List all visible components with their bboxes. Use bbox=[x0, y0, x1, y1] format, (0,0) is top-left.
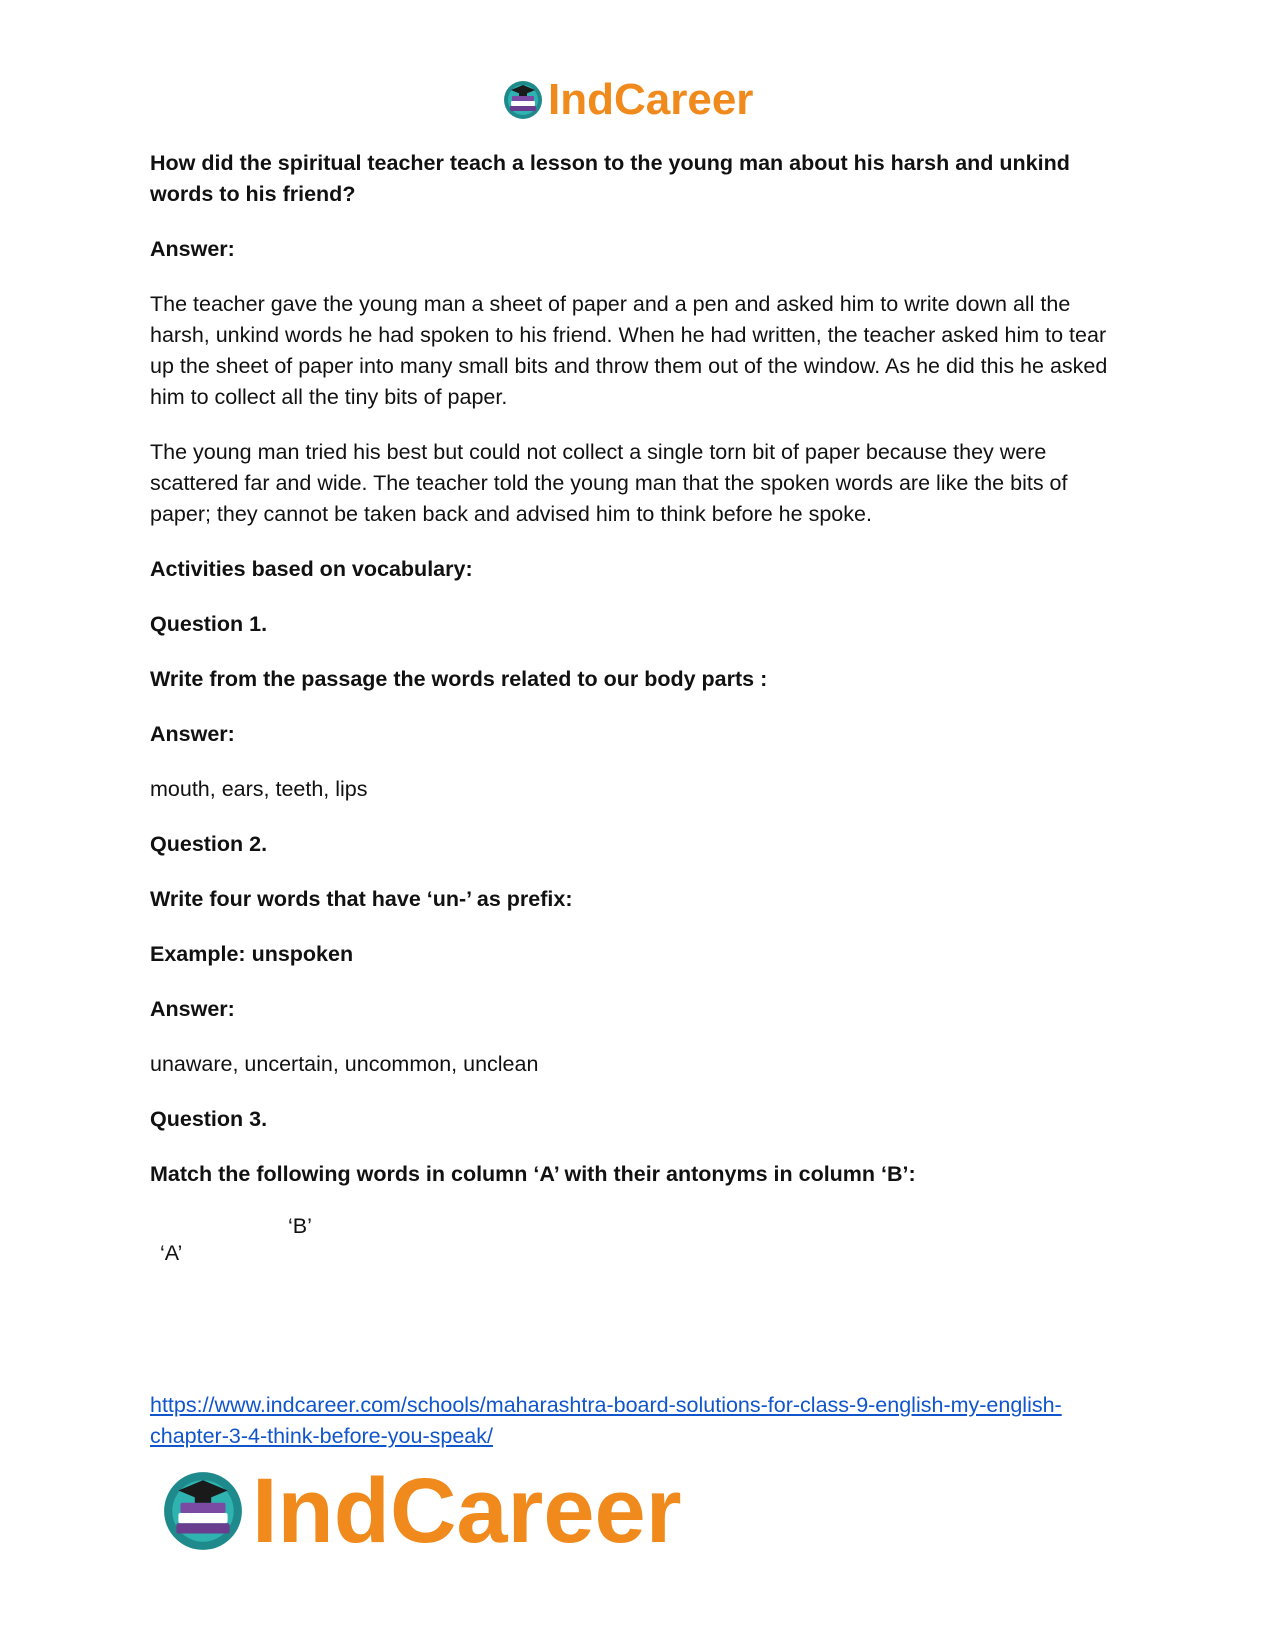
graduation-book-icon bbox=[502, 79, 544, 121]
document-body bbox=[150, 148, 1130, 1364]
question-1-answer-label: Answer: bbox=[150, 722, 235, 746]
column-b-header: ‘B’ bbox=[288, 1214, 312, 1238]
logo-text: IndCareer bbox=[252, 1460, 682, 1562]
match-table bbox=[150, 1214, 1130, 1364]
question-2-text: Write four words that have ‘un-’ as prefix: bbox=[150, 887, 573, 911]
question-2-answer-label: Answer: bbox=[150, 997, 235, 1021]
graduation-book-icon bbox=[160, 1468, 246, 1554]
question-2-label: Question 2. bbox=[150, 832, 268, 856]
question-1-label: Question 1. bbox=[150, 612, 268, 636]
logo-header bbox=[502, 75, 754, 124]
activities-heading: Activities based on vocabulary: bbox=[150, 557, 473, 581]
question-heading: How did the spiritual teacher teach a lesson to the young man about his harsh and unkind words to his friend? bbox=[150, 151, 1070, 206]
source-link[interactable]: https://www.indcareer.com/schools/maharashtra-board-solutions-for-class-9-english-my-english-chapter-3-4-think-before-you-speak/ bbox=[150, 1393, 1062, 1448]
logo-footer bbox=[160, 1460, 682, 1562]
question-2-answer: unaware, uncertain, uncommon, unclean bbox=[150, 1052, 539, 1076]
column-a-header: ‘A’ bbox=[160, 1241, 183, 1265]
answer-paragraph-2: The young man tried his best but could not collect a single torn bit of paper because they were scattered far and wide. The teacher told the young man that the spoken words are like the bits of paper; they cannot be taken back and advised him to think before he spoke. bbox=[150, 440, 1068, 526]
answer-paragraph-1: The teacher gave the young man a sheet of paper and a pen and asked him to write down all the harsh, unkind words he had spoken to his friend. When he had written, the teacher asked him to tear up the sheet of paper into many small bits and throw them out of the window. As he did this he asked him to collect all the tiny bits of paper. bbox=[150, 292, 1108, 409]
question-3-text: Match the following words in column ‘A’ with their antonyms in column ‘B’: bbox=[150, 1162, 916, 1186]
answer-label: Answer: bbox=[150, 237, 235, 261]
question-2-example: Example: unspoken bbox=[150, 942, 354, 966]
question-1-text: Write from the passage the words related to our body parts : bbox=[150, 667, 768, 691]
question-1-answer: mouth, ears, teeth, lips bbox=[150, 777, 368, 801]
logo-text: IndCareer bbox=[548, 75, 754, 124]
question-3-label: Question 3. bbox=[150, 1107, 268, 1131]
